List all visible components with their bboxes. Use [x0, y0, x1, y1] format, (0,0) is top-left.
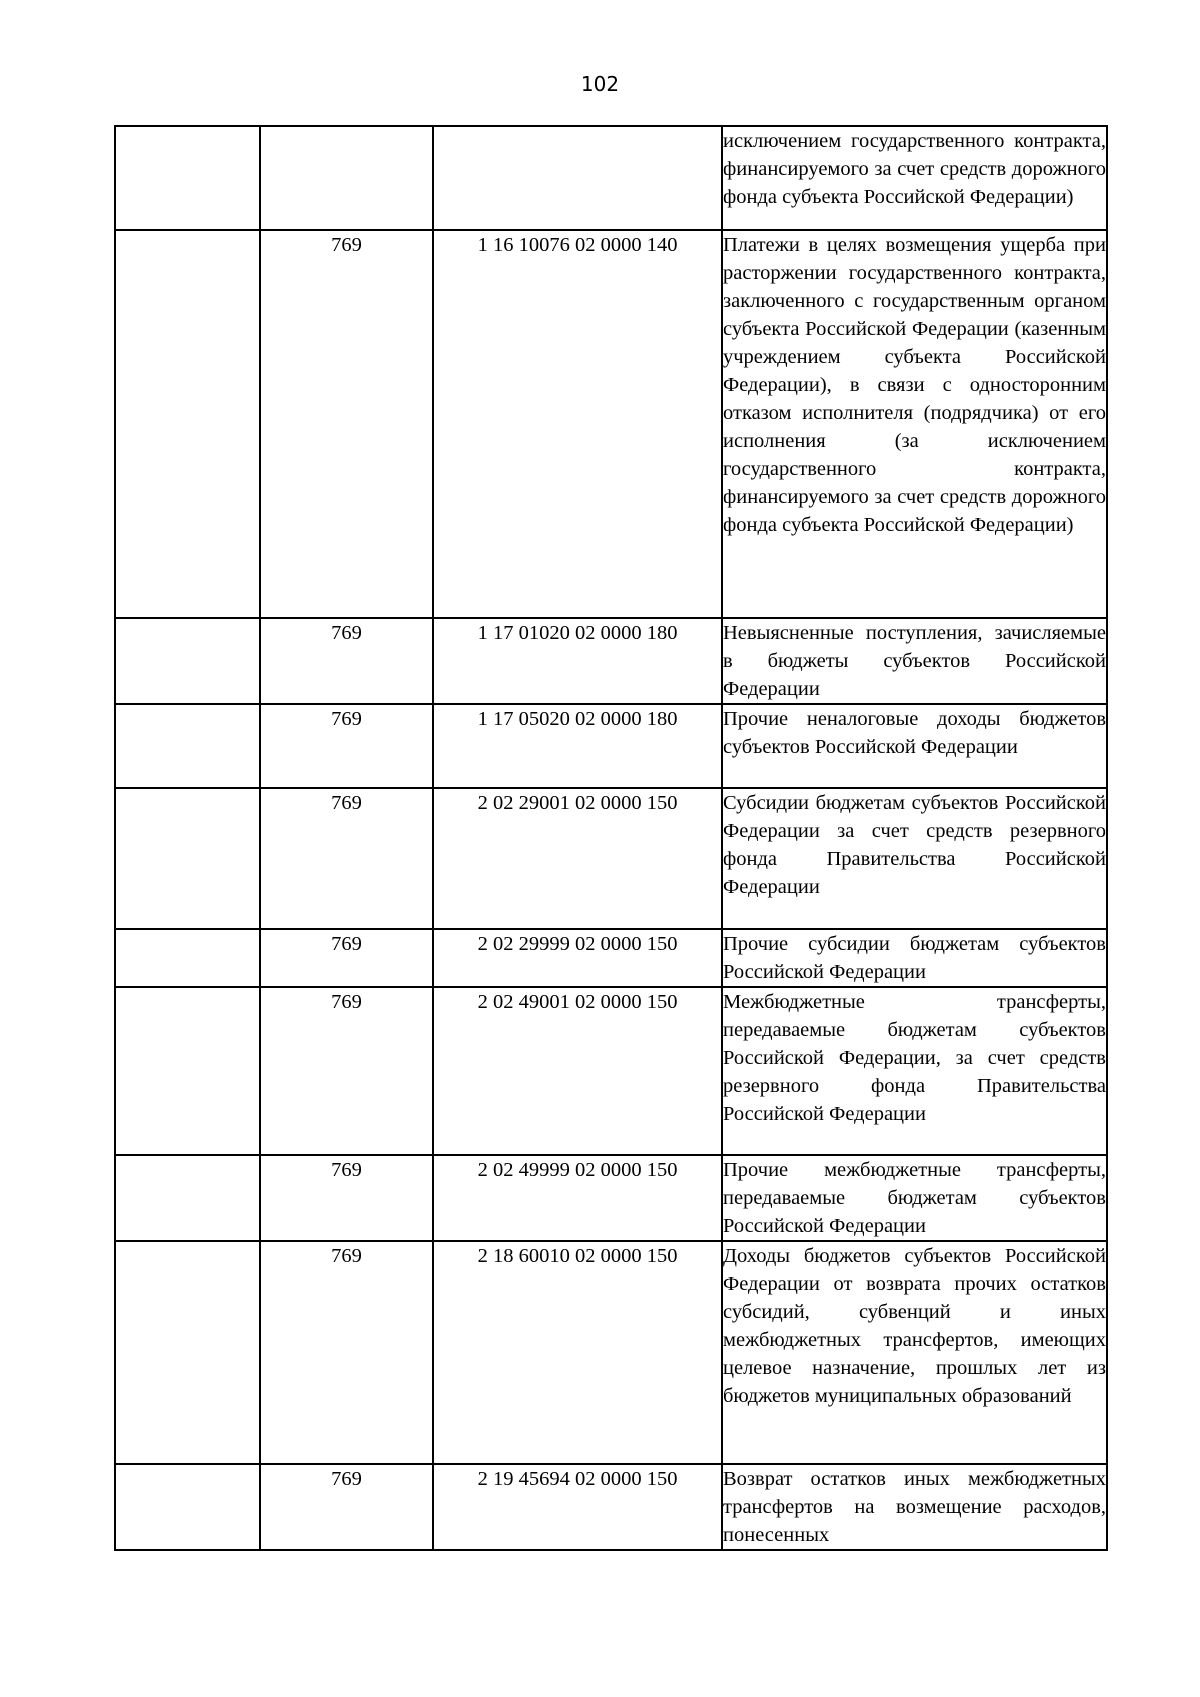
- income-code-cell: 2 02 49001 02 0000 150: [433, 987, 722, 1155]
- blank-cell: [115, 704, 260, 788]
- income-code-cell: 1 17 01020 02 0000 180: [433, 618, 722, 704]
- admin-code-cell: 769: [260, 618, 433, 704]
- table-row: [115, 929, 1107, 987]
- blank-cell: [115, 929, 260, 987]
- description-cell: Доходы бюджетов субъектов Российской Федерации от возврата прочих остатков субсидий, субвенций и иных межбюджетных трансфертов, имеющих целевое назначение, прошлых лет из бюджетов муниципальных образований: [722, 1241, 1107, 1464]
- admin-code-cell: 769: [260, 987, 433, 1155]
- income-code-cell: 2 19 45694 02 0000 150: [433, 1464, 722, 1550]
- income-code-cell: 2 18 60010 02 0000 150: [433, 1241, 722, 1464]
- table-row: [115, 788, 1107, 929]
- table-row: [115, 1155, 1107, 1241]
- table-row: [115, 126, 1107, 230]
- income-code-cell: 2 02 29999 02 0000 150: [433, 929, 722, 987]
- blank-cell: [115, 1464, 260, 1550]
- page-number: 102: [580, 72, 620, 96]
- description-cell: Прочие субсидии бюджетам субъектов Российской Федерации: [722, 929, 1107, 987]
- admin-code-cell: [260, 126, 433, 230]
- blank-cell: [115, 230, 260, 618]
- description-cell: Прочие неналоговые доходы бюджетов субъектов Российской Федерации: [722, 704, 1107, 788]
- blank-cell: [115, 618, 260, 704]
- blank-cell: [115, 987, 260, 1155]
- table-row: [115, 704, 1107, 788]
- income-code-cell: 2 02 49999 02 0000 150: [433, 1155, 722, 1241]
- table-row: [115, 1464, 1107, 1550]
- description-cell: Невыясненные поступления, зачисляемые в бюджеты субъектов Российской Федерации: [722, 618, 1107, 704]
- table-row: [115, 230, 1107, 618]
- description-cell: Платежи в целях возмещения ущерба при расторжении государственного контракта, заключенного с государственным органом субъекта Российской Федерации (казенным учреждением субъекта Российской Федерации), в связи с односторонним отказом исполнителя (подрядчика) от его исполнения (за исключением государственного контракта, финансируемого за счет средств дорожного фонда субъекта Российской Федерации): [722, 230, 1107, 618]
- admin-code-cell: 769: [260, 1155, 433, 1241]
- admin-code-cell: 769: [260, 230, 433, 618]
- income-code-cell: 2 02 29001 02 0000 150: [433, 788, 722, 929]
- description-cell: Субсидии бюджетам субъектов Российской Федерации за счет средств резервного фонда Правительства Российской Федерации: [722, 788, 1107, 929]
- income-codes-table: [114, 125, 1108, 1551]
- blank-cell: [115, 1155, 260, 1241]
- income-code-cell: 1 16 10076 02 0000 140: [433, 230, 722, 618]
- table-row: [115, 987, 1107, 1155]
- description-cell: Прочие межбюджетные трансферты, передаваемые бюджетам субъектов Российской Федерации: [722, 1155, 1107, 1241]
- table-row: [115, 618, 1107, 704]
- blank-cell: [115, 126, 260, 230]
- description-cell: исключением государственного контракта, финансируемого за счет средств дорожного фонда субъекта Российской Федерации): [722, 126, 1107, 230]
- blank-cell: [115, 1241, 260, 1464]
- income-code-cell: [433, 126, 722, 230]
- blank-cell: [115, 788, 260, 929]
- admin-code-cell: 769: [260, 929, 433, 987]
- description-cell: Межбюджетные трансферты, передаваемые бюджетам субъектов Российской Федерации, за счет средств резервного фонда Правительства Российской Федерации: [722, 987, 1107, 1155]
- table-row: [115, 1241, 1107, 1464]
- admin-code-cell: 769: [260, 1464, 433, 1550]
- description-cell: Возврат остатков иных межбюджетных трансфертов на возмещение расходов, понесенных: [722, 1464, 1107, 1550]
- admin-code-cell: 769: [260, 704, 433, 788]
- income-code-cell: 1 17 05020 02 0000 180: [433, 704, 722, 788]
- admin-code-cell: 769: [260, 788, 433, 929]
- admin-code-cell: 769: [260, 1241, 433, 1464]
